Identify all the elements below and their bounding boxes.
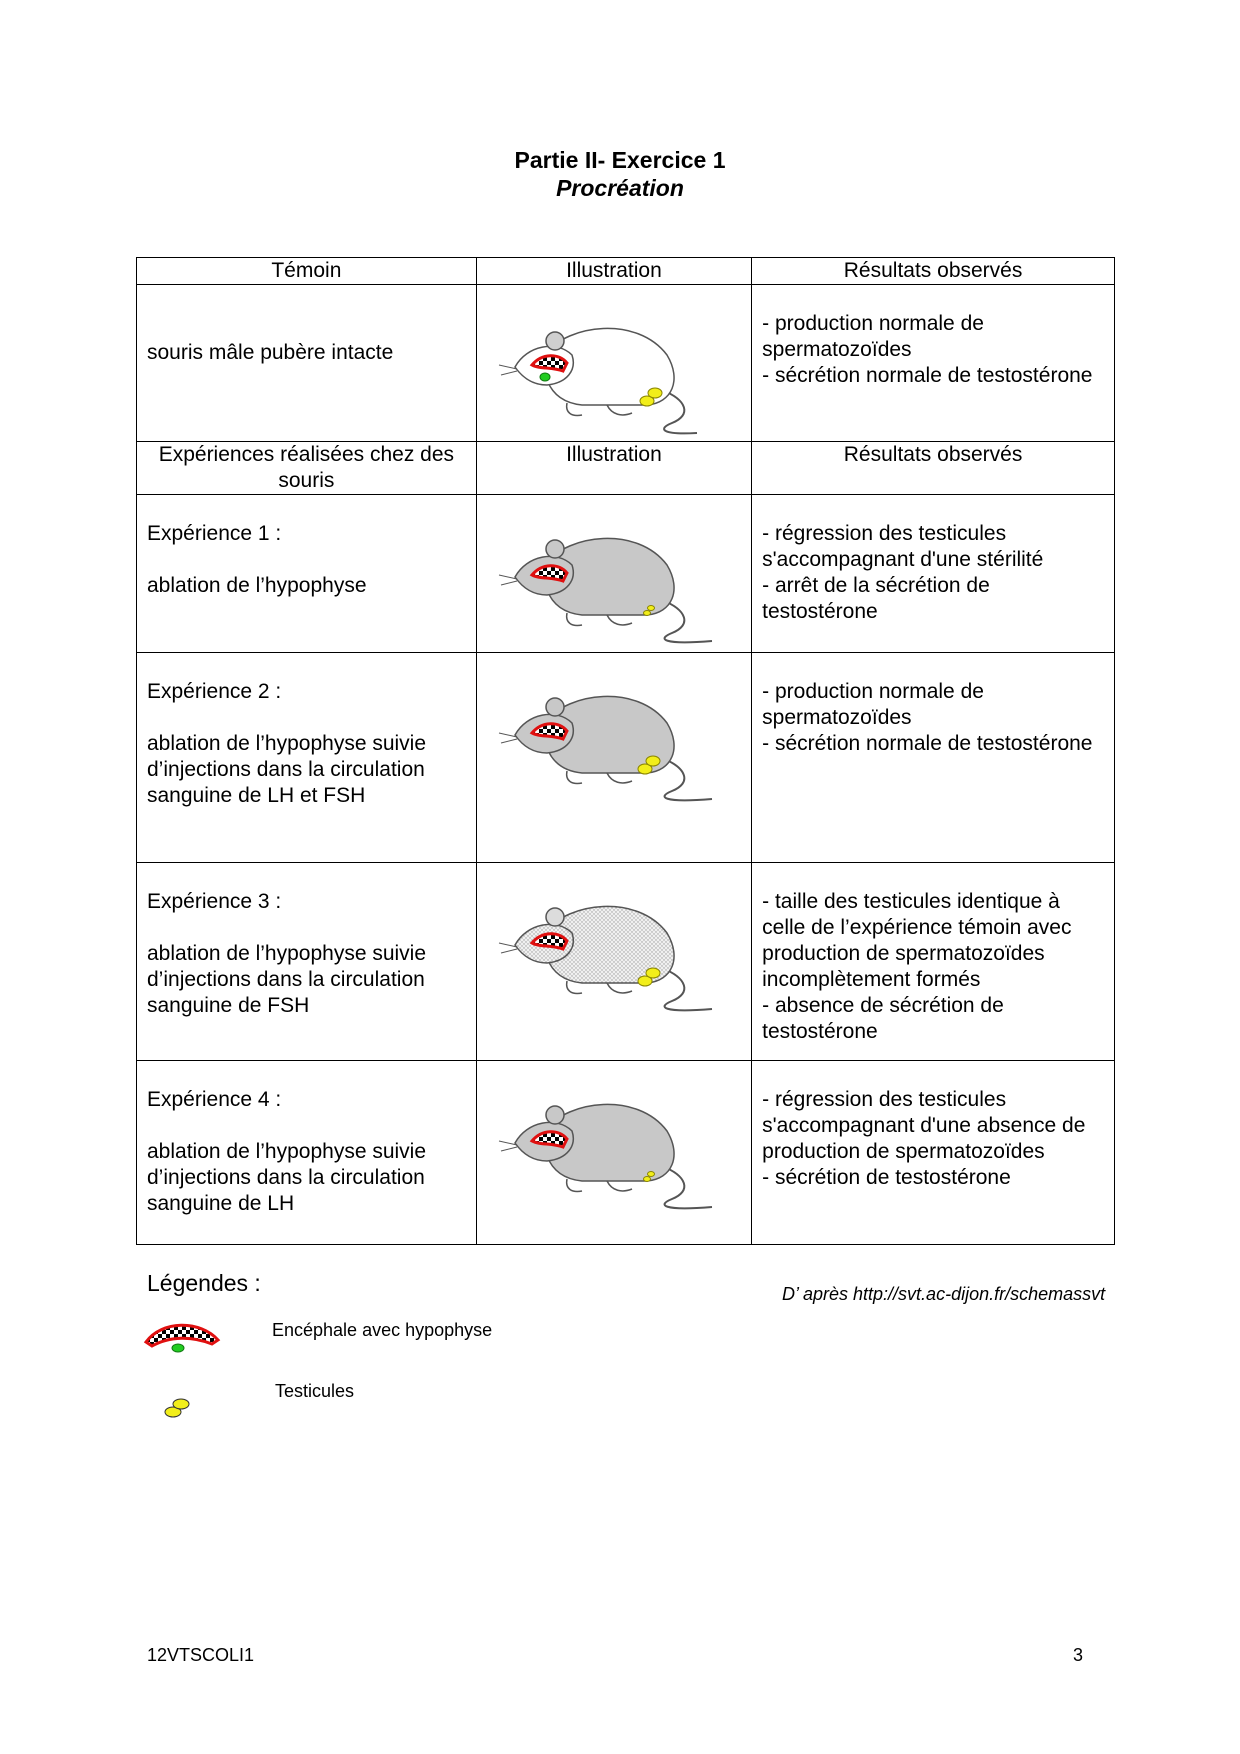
brain-pituitary-icon [142,1318,222,1354]
experiment-row-3 [137,863,1115,1061]
header-temoin: Témoin [137,258,477,285]
mouse-exp4-illustration [487,1061,740,1216]
header-illustration: Illustration [476,258,751,285]
control-row [137,285,1115,442]
experiment-4-description: ablation de l’hypophyse suivie d’injections dans la circulation sanguine de LH [147,1140,427,1215]
header-results: Résultats observés [752,258,1115,285]
experiment-row-4 [137,1061,1115,1245]
experiment-2-title: Expérience 2 : [147,680,282,703]
page-title: Partie II- Exercice 1 [514,147,726,173]
intact-mouse-illustration [487,285,740,440]
experiments-header-row [137,442,1115,495]
control-illustration [476,285,751,442]
experiment-2-result-1: - production normale de spermatozoïdes [762,680,984,729]
experiment-1-title: Expérience 1 : [147,522,282,545]
experiment-row-2 [137,653,1115,863]
experiment-4-result-2: - sécrétion de testostérone [762,1166,1011,1189]
mouse-exp3-illustration [487,863,740,1018]
experiment-row-1 [137,495,1115,653]
header-results-2: Résultats observés [752,442,1115,495]
experiment-4-title: Expérience 4 : [147,1088,282,1111]
mouse-ear [546,332,564,350]
experiment-2-illustration [476,653,751,863]
experiment-1-result-2: - arrêt de la sécrétion de testostérone [762,574,990,623]
experiments-table [136,257,1115,1245]
experiment-2-result-2: - sécrétion normale de testostérone [762,732,1093,755]
page-number: 3 [1073,1645,1084,1665]
experiment-4-illustration [476,1061,751,1245]
control-results [752,285,1115,442]
control-header-row [137,258,1115,285]
experiment-2-description: ablation de l’hypophyse suivie d’injections dans la circulation sanguine de LH et FSH [147,732,427,807]
mouse-exp2-illustration [487,653,740,808]
header-illustration-2: Illustration [476,442,751,495]
control-result-1: - production normale de spermatozoïdes [762,312,984,361]
testicles-icon [162,1395,192,1421]
legend-title: Légendes : [147,1270,261,1296]
experiment-3-result-1: - taille des testicules identique à celle de l’expérience témoin avec production de spermatozoïdes incomplètement formés [762,890,1072,991]
experiment-3-illustration [476,863,751,1061]
mouse-exp1-illustration [487,495,740,650]
header-experiences: Expériences réalisées chez des souris [137,442,477,495]
experiment-3-result-2: - absence de sécrétion de testostérone [762,994,1004,1043]
experiment-3-description: ablation de l’hypophyse suivie d’injections dans la circulation sanguine de FSH [147,942,427,1017]
source-credit: D’ après http://svt.ac-dijon.fr/schemassvt [782,1284,1106,1304]
footer-code: 12VTSCOLI1 [147,1645,255,1665]
control-result-2: - sécrétion normale de testostérone [762,364,1093,387]
experiment-3-title: Expérience 3 : [147,890,282,913]
legend-label-brain: Encéphale avec hypophyse [272,1320,493,1340]
page-subtitle: Procréation [556,175,684,201]
legend-label-testicles: Testicules [275,1381,355,1401]
experiment-1-description: ablation de l’hypophyse [147,574,367,597]
experiment-1-result-1: - régression des testicules s'accompagnant d'une stérilité [762,522,1044,571]
control-description: souris mâle pubère intacte [147,341,394,364]
pituitary-icon [540,373,550,381]
experiment-1-illustration [476,495,751,653]
experiment-4-result-1: - régression des testicules s'accompagnant d'une absence de production de spermatozoïdes [762,1088,1086,1163]
